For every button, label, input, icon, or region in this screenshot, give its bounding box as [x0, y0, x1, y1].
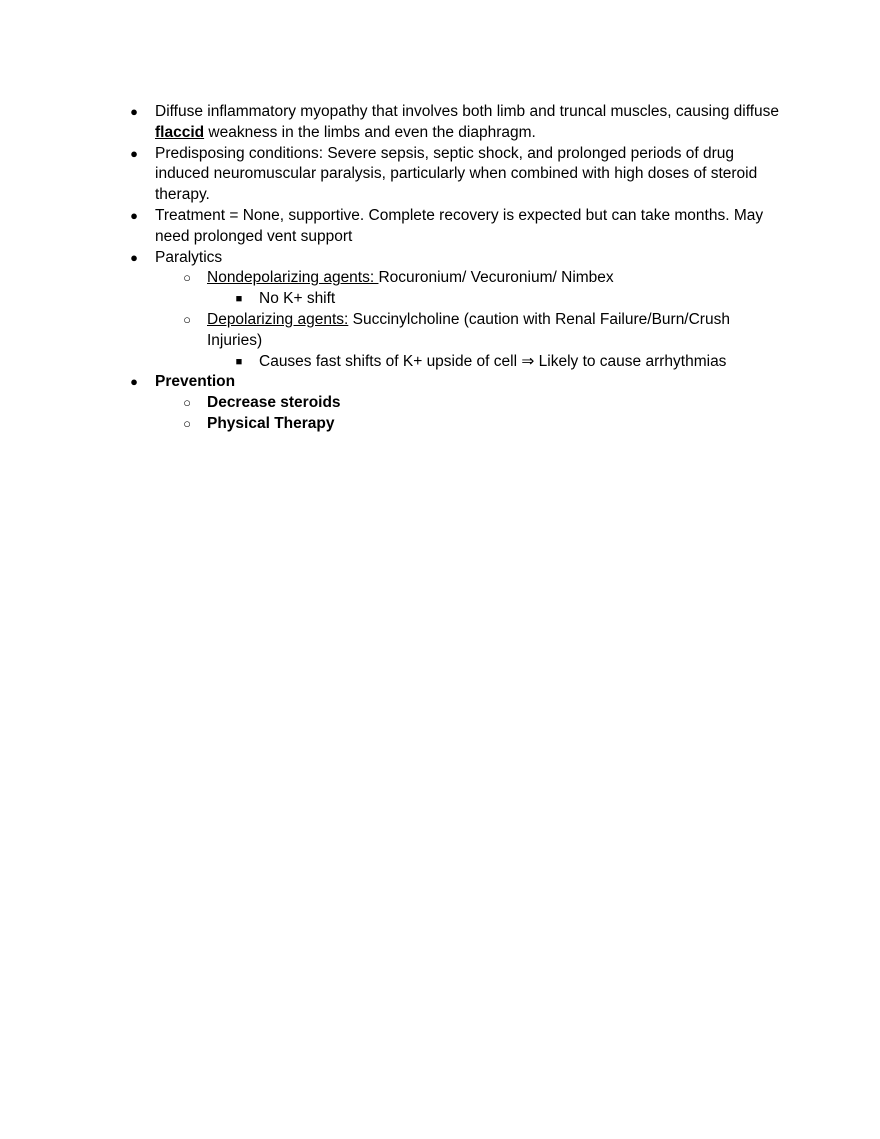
disc-bullet: ●	[130, 374, 138, 390]
treatment-text: Treatment = None, supportive. Complete recovery is expected but can take months. May need prolonged vent support	[155, 206, 764, 245]
no-k-shift-text: No K+ shift	[259, 290, 336, 308]
list-item-k-shift	[0, 352, 880, 373]
list-item-prevention	[0, 372, 880, 393]
myopathy-text-end: weakness in the limbs and even the diaphragm.	[204, 123, 536, 141]
list-item-treatment	[0, 206, 880, 248]
flaccid-emphasis: flaccid	[155, 123, 205, 141]
decrease-steroids-text: Decrease steroids	[207, 394, 341, 412]
prevention-heading: Prevention	[155, 373, 236, 391]
disc-bullet: ●	[130, 104, 138, 119]
circle-bullet: ○	[183, 311, 191, 327]
list-item-physical-therapy	[0, 414, 880, 435]
nondepolarizing-label: Nondepolarizing agents:	[207, 269, 379, 287]
paralytics-heading: Paralytics	[155, 248, 223, 266]
list-item-paralytics	[0, 248, 880, 269]
list-item-nondepolarizing	[0, 268, 880, 289]
square-bullet: ■	[235, 355, 243, 368]
depolarizing-drugs: Succinylcholine (caution with Renal Failure/Burn/Crush Injuries)	[207, 310, 730, 349]
list-item-predisposing	[0, 144, 880, 206]
k-shift-text: Causes fast shifts of K+ upside of cell ⇒ Likely to cause arrhythmias	[259, 352, 727, 370]
myopathy-text-start: Diffuse inflammatory myopathy that involves both limb and truncal muscles, causing diffuse	[155, 103, 780, 120]
circle-bullet: ○	[183, 395, 191, 411]
circle-bullet: ○	[183, 415, 191, 431]
list-item-decrease-steroids	[0, 393, 880, 414]
list-item-no-k-shift	[0, 289, 880, 310]
disc-bullet: ●	[130, 249, 138, 265]
list-item-depolarizing	[0, 310, 880, 352]
disc-bullet: ●	[130, 207, 138, 223]
bullet-list	[0, 102, 880, 435]
nondepolarizing-drugs: Rocuronium/ Vecuronium/ Nimbex	[378, 269, 614, 287]
circle-bullet: ○	[183, 270, 191, 286]
list-item-myopathy	[0, 102, 880, 144]
square-bullet: ■	[235, 293, 243, 306]
predisposing-text: Predisposing conditions: Severe sepsis, septic shock, and prolonged periods of drug induced neuromuscular paralysis, particularly when combined with high doses of steroid therapy.	[155, 144, 758, 204]
depolarizing-label: Depolarizing agents:	[207, 310, 349, 328]
physical-therapy-text: Physical Therapy	[207, 414, 335, 432]
disc-bullet: ●	[130, 145, 138, 161]
